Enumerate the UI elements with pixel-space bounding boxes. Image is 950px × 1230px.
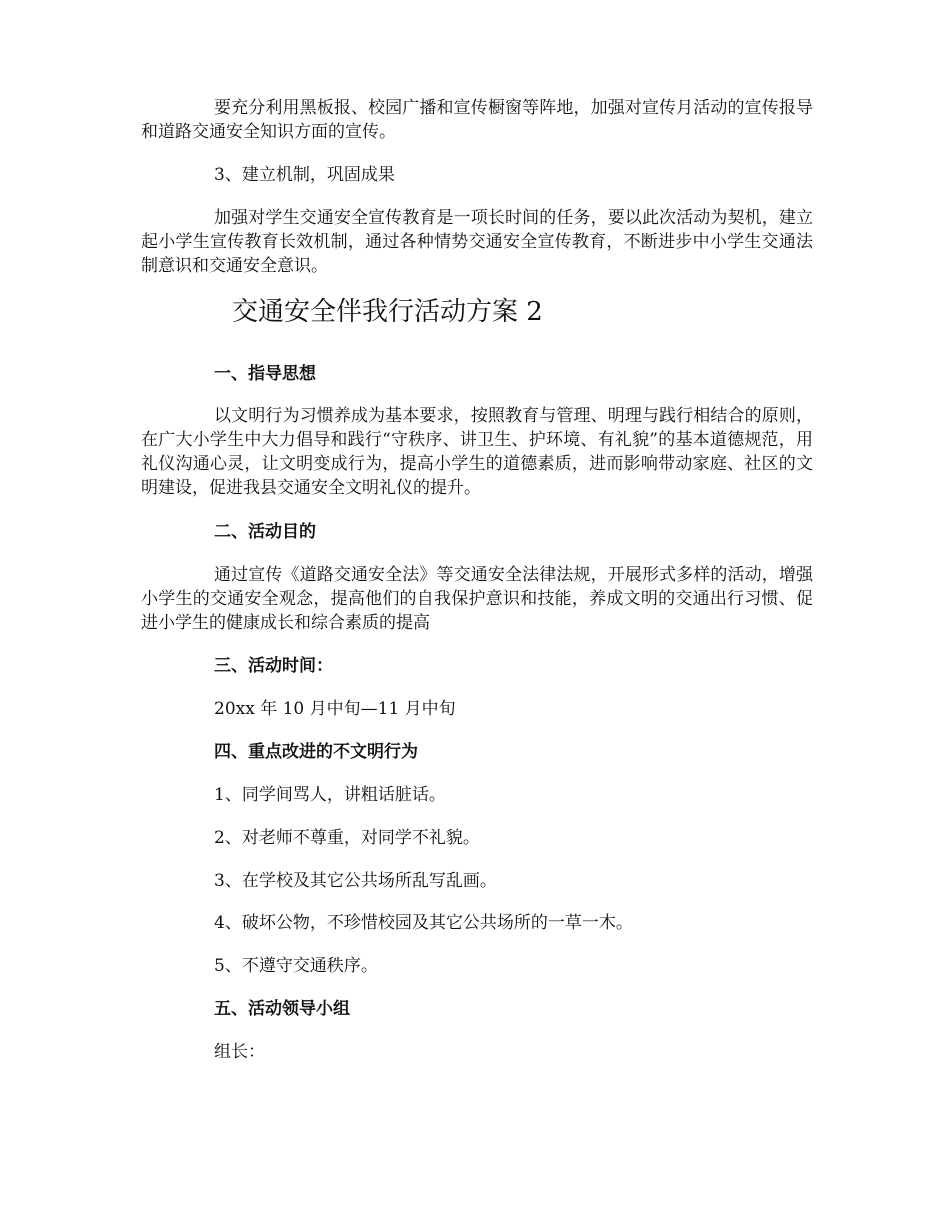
section-5-leader: 组长： (214, 1042, 265, 1062)
intro-paragraph-1: 要充分利用黑板报、校园广播和宣传橱窗等阵地，加强对宣传月活动的宣传报导和道路交通安全知识方面的宣传。 (141, 98, 813, 142)
section-1-heading: 一、指导思想 (214, 364, 316, 384)
intro-item-3: 3、建立机制，巩固成果 (214, 165, 395, 185)
section-4-heading: 四、重点改进的不文明行为 (214, 742, 418, 762)
document-title: 交通安全伴我行活动方案 2 (232, 297, 543, 327)
section-5-heading: 五、活动领导小组 (214, 999, 350, 1019)
section-2-body: 通过宣传《道路交通安全法》等交通安全法律法规，开展形式多样的活动，增强小学生的交通安全观念，提高他们的自我保护意识和技能，养成文明的交通出行习惯、促进小学生的健康成长和综合素质的提高 (141, 565, 813, 633)
section-1-body: 以文明行为习惯养成为基本要求，按照教育与管理、明理与践行相结合的原则，在广大小学生中大力倡导和践行“守秩序、讲卫生、护环境、有礼貌”的基本道德规范，用礼仪沟通心灵，让文明变成行为，提高小学生的道德素质，进而影响带动家庭、社区的文明建设，促进我县交通安全文明礼仪的提升。 (141, 406, 813, 498)
intro-paragraph-2: 加强对学生交通安全宣传教育是一项长时间的任务，要以此次活动为契机，建立起小学生宣传教育长效机制，通过各种情势交通安全宣传教育，不断进步中小学生交通法制意识和交通安全意识。 (141, 208, 813, 276)
section-3-heading: 三、活动时间： (214, 656, 333, 676)
section-3-body: 20xx 年 10 月中旬—11 月中旬 (214, 699, 456, 719)
list-item: 2、对老师不尊重，对同学不礼貌。 (214, 828, 480, 848)
list-item: 4、破坏公物，不珍惜校园及其它公共场所的一草一木。 (214, 913, 633, 933)
list-item: 3、在学校及其它公共场所乱写乱画。 (214, 871, 497, 891)
list-item: 5、不遵守交通秩序。 (214, 956, 378, 976)
section-2-heading: 二、活动目的 (214, 522, 316, 542)
list-item: 1、同学间骂人，讲粗话脏话。 (214, 785, 446, 805)
